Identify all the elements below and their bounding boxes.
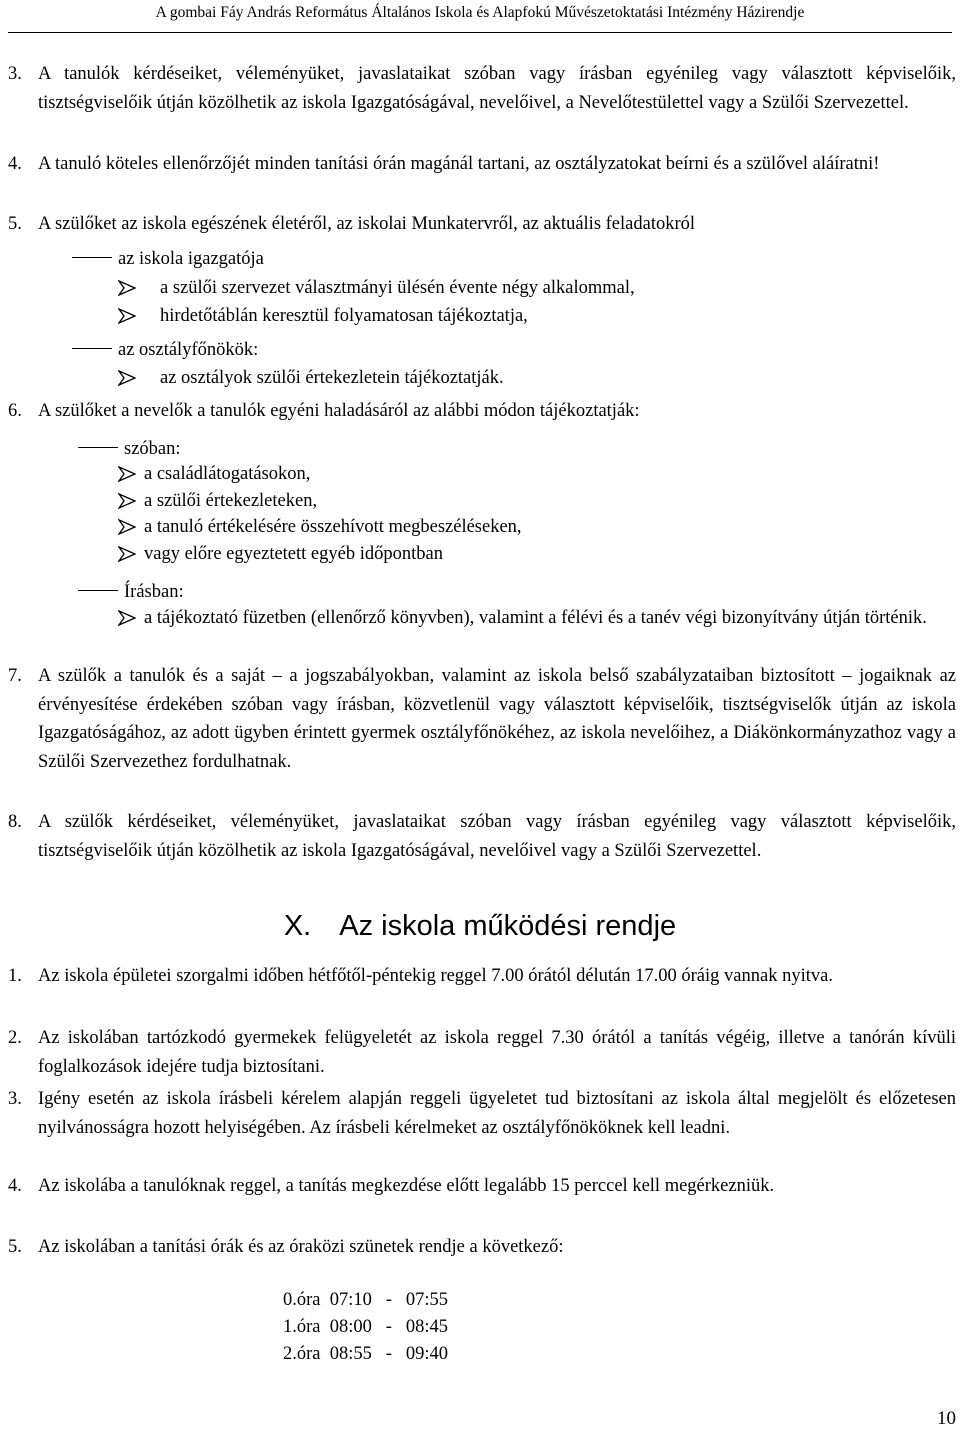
sub-label: az iskola igazgatója bbox=[72, 245, 264, 273]
list-item bbox=[8, 397, 956, 426]
bullet-item: a családlátogatásokon, bbox=[118, 460, 310, 488]
arrow-bullet-icon bbox=[118, 610, 136, 626]
bullet-item: hirdetőtáblán keresztül folyamatosan tájékoztatja, bbox=[118, 302, 528, 330]
list-item bbox=[8, 210, 956, 239]
item-number: 7. bbox=[8, 666, 22, 686]
bullet-item: az osztályok szülői értekezletein tájékoztatják. bbox=[118, 364, 504, 392]
arrow-bullet-icon bbox=[118, 308, 136, 324]
item-number: 4. bbox=[8, 154, 22, 174]
section-number: X. bbox=[283, 910, 312, 942]
list-item bbox=[8, 1024, 956, 1081]
list-item bbox=[8, 962, 956, 991]
page-header: A gombai Fáy András Református Általános Iskola és Alapfokú Művészetoktatási Intézmény Házirendje bbox=[155, 4, 805, 21]
header-rule bbox=[8, 32, 952, 33]
sub-label: szóban: bbox=[78, 435, 181, 463]
item-number: 2. bbox=[8, 1028, 22, 1048]
item-number: 1. bbox=[8, 966, 22, 986]
item-number: 5. bbox=[8, 1237, 22, 1257]
bullet-item: a szülői szervezet választmányi ülésén évente négy alkalommal, bbox=[118, 274, 635, 302]
list-item bbox=[8, 1233, 956, 1262]
bullet-item: a tanuló értékelésére összehívott megbeszéléseken, bbox=[118, 513, 522, 541]
item-text: A tanulók kérdéseiket, véleményüket, javaslataikat szóban vagy írásban egyénileg vagy választott képviselőik, tisztségviselőik útján közölhetik az iskola Igazgatóságával, nevelőivel, a Nevelőtestülettel vagy a Szülői Szervezettel. bbox=[38, 64, 956, 113]
schedule-row: 2.óra 08:55 - 09:40 bbox=[283, 1344, 448, 1364]
schedule-row: 1.óra 08:00 - 08:45 bbox=[283, 1317, 448, 1337]
bullet-item: a tájékoztató füzetben (ellenőrző könyvben), valamint a félévi és a tanév végi bizonyítvány útján történik. bbox=[118, 604, 956, 632]
schedule-row: 0.óra 07:10 - 07:55 bbox=[283, 1290, 448, 1310]
item-text: Az iskolába a tanulóknak reggel, a tanítás megkezdése előtt legalább 15 perccel kell megérkezniük. bbox=[38, 1176, 775, 1196]
page-number: 10 bbox=[937, 1408, 956, 1429]
item-text: Az iskolában tartózkodó gyermekek felügyeletét az iskola reggel 7.30 órától a tanítás végéig, illetve a tanórán kívüli foglalkozások idejére tudja biztosítani. bbox=[38, 1028, 956, 1077]
list-item bbox=[8, 1172, 956, 1201]
item-number: 3. bbox=[8, 64, 22, 84]
item-text: A szülők kérdéseiket, véleményüket, javaslataikat szóban vagy írásban egyénileg vagy választott képviselőik, tisztségviselőik útján közölhetik az iskola Igazgatóságával, nevelőivel vagy a Szülői Szervezettel. bbox=[38, 812, 956, 861]
list-item bbox=[8, 662, 956, 776]
item-text: Az iskola épületei szorgalmi időben hétfőtől-péntekig reggel 7.00 órától délután 17.00 óráig vannak nyitva. bbox=[38, 966, 833, 986]
item-number: 8. bbox=[8, 812, 22, 832]
item-number: 4. bbox=[8, 1176, 22, 1196]
sub-label: Írásban: bbox=[78, 578, 184, 606]
item-text: Igény esetén az iskola írásbeli kérelem alapján reggeli ügyeletet tud biztosítani az iskola által megjelölt és előzetesen nyilvánosságra hozott helyiségében. Az írásbeli kérelmeket az osztályfőnököknek kell leadni. bbox=[38, 1089, 956, 1138]
sub-label: az osztályfőnökök: bbox=[72, 336, 258, 364]
item-text: A szülőket a nevelők a tanulók egyéni haladásáról az alábbi módon tájékoztatják: bbox=[38, 401, 640, 421]
arrow-bullet-icon bbox=[118, 546, 136, 562]
section-heading bbox=[0, 910, 960, 943]
arrow-bullet-icon bbox=[118, 519, 136, 535]
item-text: A tanuló köteles ellenőrzőjét minden tanítási órán magánál tartani, az osztályzatokat beírni és a szülővel aláíratni! bbox=[38, 154, 880, 174]
list-item bbox=[8, 808, 956, 865]
item-text: A szülőket az iskola egészének életéről, az iskolai Munkatervről, az aktuális feladatokról bbox=[38, 214, 696, 234]
list-item bbox=[8, 60, 956, 117]
list-item bbox=[8, 150, 956, 179]
arrow-bullet-icon bbox=[118, 466, 136, 482]
item-number: 3. bbox=[8, 1089, 22, 1109]
item-text: A szülők a tanulók és a saját – a jogszabályokban, valamint az iskola belső szabályzataiban biztosított – jogaiknak az érvényesítése érdekében szóban vagy írásban, közvetlenül vagy választott képviselőik, tisztségviselők útján az iskola Igazgatóságához, az adott ügyben érintett gyermek osztályfőnökéhez, az iskola nevelőihez, a Diákönkormányzathoz vagy a Szülői Szervezethez fordulhatnak. bbox=[38, 666, 956, 772]
arrow-bullet-icon bbox=[118, 493, 136, 509]
arrow-bullet-icon bbox=[118, 280, 136, 296]
item-number: 5. bbox=[8, 214, 22, 234]
arrow-bullet-icon bbox=[118, 370, 136, 386]
section-title: Az iskola működési rendje bbox=[339, 910, 677, 942]
list-item bbox=[8, 1085, 956, 1142]
bullet-item: a szülői értekezleteken, bbox=[118, 487, 317, 515]
item-number: 6. bbox=[8, 401, 22, 421]
bullet-item: vagy előre egyeztetett egyéb időpontban bbox=[118, 540, 443, 568]
item-text: Az iskolában a tanítási órák és az óraközi szünetek rendje a következő: bbox=[38, 1237, 564, 1257]
